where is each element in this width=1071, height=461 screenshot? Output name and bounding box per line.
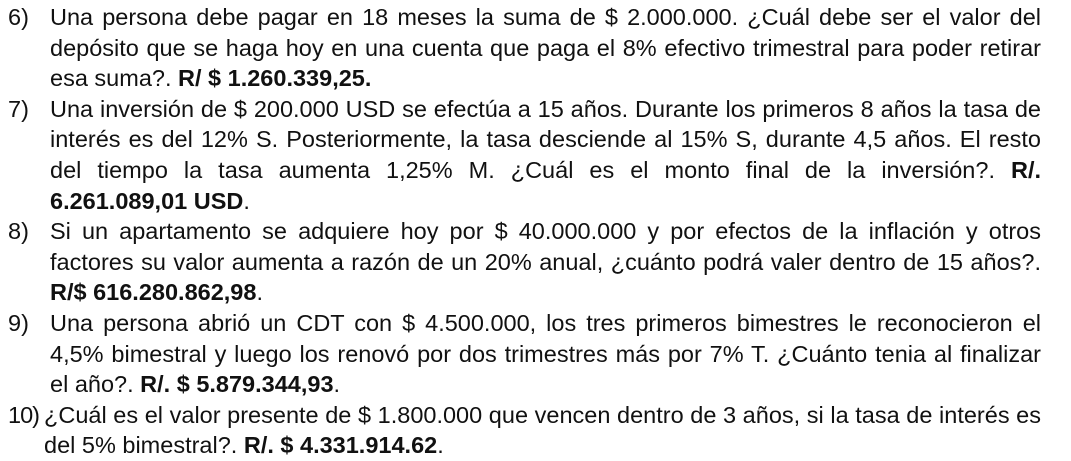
- problem-7: [8, 94, 1041, 216]
- problem-body: [44, 400, 1041, 461]
- problem-number: 9): [8, 309, 29, 336]
- problem-body: [50, 216, 1041, 308]
- problem-answer: R/. 6.261.089,01 USD: [50, 156, 1041, 214]
- problem-9: [8, 308, 1041, 400]
- problem-answer: R/. $ 5.879.344,93: [140, 371, 334, 398]
- answer-trailing-punctuation: .: [256, 279, 263, 306]
- problem-number: 7): [8, 95, 29, 122]
- problem-text: Una persona debe pagar en 18 meses la suma de $ 2.000.000. ¿Cuál debe ser el valor del depósito que se haga hoy en una cuenta que paga el 8% efectivo trimestral para poder retirar esa suma?.: [50, 4, 1041, 92]
- problem-text: ¿Cuál es el valor presente de $ 1.800.000 que vencen dentro de 3 años, si la tasa de interés es del 5% bimestral?.: [44, 401, 1041, 459]
- problem-number: 6): [8, 4, 29, 30]
- problem-body: [50, 94, 1041, 216]
- problem-8: [8, 216, 1041, 308]
- problem-text: Una persona abrió un CDT con $ 4.500.000, los tres primeros bimestres le reconocieron el 4,5% bimestral y luego los renovó por dos trimestres más por 7% T. ¿Cuánto tenia al finalizar el año?.: [50, 309, 1041, 398]
- problem-text: Si un apartamento se adquiere hoy por $ 40.000.000 y por efectos de la inflación y otros factores su valor aumenta a razón de un 20% anual, ¿cuánto podrá valer dentro de 15 años?.: [50, 218, 1041, 275]
- problem-number: 8): [8, 218, 29, 245]
- answer-trailing-punctuation: .: [333, 371, 341, 398]
- answer-trailing-punctuation: .: [243, 187, 250, 214]
- problem-body: [50, 308, 1041, 400]
- problem-6: [8, 2, 1041, 94]
- problem-answer: R/$ 616.280.862,98: [50, 279, 257, 306]
- problem-body: [50, 2, 1041, 94]
- problem-answer: R/ $ 1.260.339,25.: [178, 65, 372, 92]
- problem-text: Una inversión de $ 200.000 USD se efectúa a 15 años. Durante los primeros 8 años la tasa de interés es del 12% S. Posteriormente, la tasa desciende al 15% S, durante 4,5 años. El resto del tiempo la tasa aumenta 1,25% M. ¿Cuál es el monto final de la inversión?.: [50, 95, 1041, 183]
- problem-10: [8, 400, 1041, 461]
- problem-number: 10): [8, 401, 39, 428]
- answer-trailing-punctuation: .: [437, 432, 444, 459]
- problem-answer: R/. $ 4.331.914.62: [243, 432, 438, 459]
